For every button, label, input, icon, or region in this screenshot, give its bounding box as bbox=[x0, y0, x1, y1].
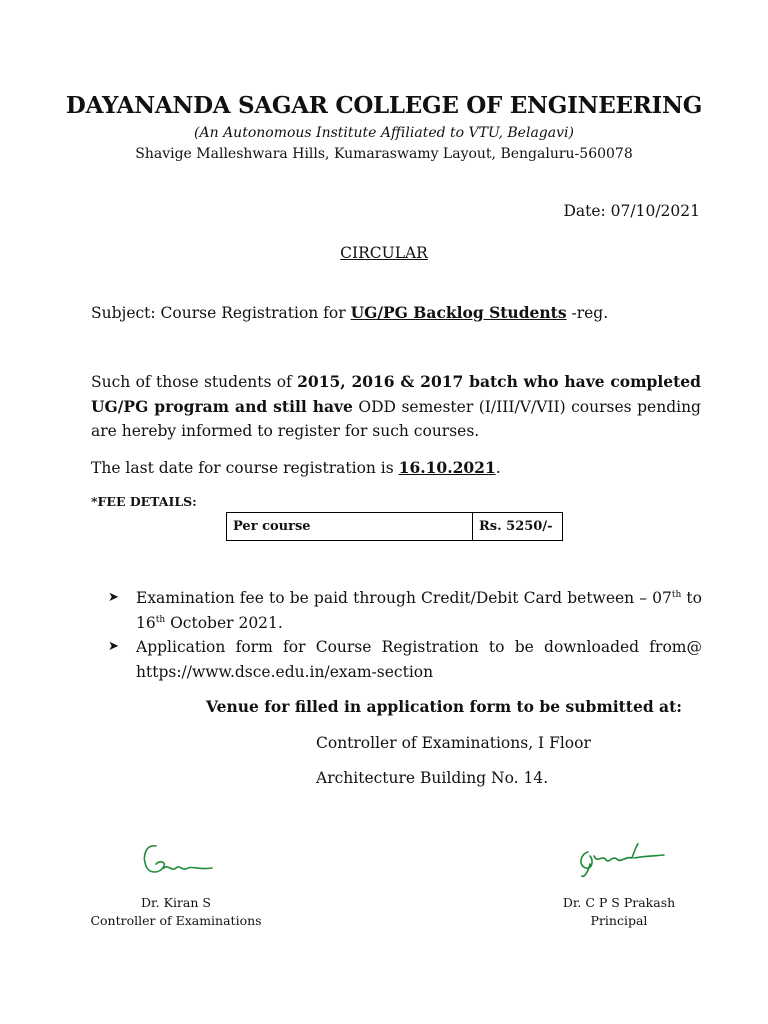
venue-line-1: Controller of Examinations, I Floor bbox=[316, 734, 591, 752]
signatory-name: Dr. Kiran S bbox=[141, 895, 211, 910]
bullet-fee-part2: to 16 bbox=[136, 589, 702, 632]
fee-amount-cell: Rs. 5250/- bbox=[473, 513, 563, 541]
fee-table bbox=[226, 512, 563, 541]
bullet-fee-sup1: th bbox=[671, 589, 682, 600]
college-address: Shavige Malleshwara Hills, Kumaraswamy Layout, Bengaluru-560078 bbox=[135, 146, 633, 162]
signature-kiran-s bbox=[136, 838, 220, 882]
last-date-value: 16.10.2021 bbox=[398, 458, 496, 477]
table-row bbox=[227, 513, 563, 541]
subject-prefix: Subject: Course Registration for bbox=[91, 304, 351, 322]
arrowhead-bullet-icon: ➤ bbox=[108, 590, 119, 605]
paragraph-bold: 2015, 2016 & 2017 batch who have completed UG/PG program and still have bbox=[91, 372, 701, 416]
last-date-line bbox=[91, 456, 701, 481]
main-paragraph bbox=[91, 370, 701, 444]
signatory-title: Controller of Examinations bbox=[90, 913, 262, 928]
signatory-name: Dr. C P S Prakash bbox=[562, 895, 676, 910]
paragraph-intro: Such of those students of bbox=[91, 373, 298, 391]
signature-cps-prakash bbox=[574, 838, 670, 882]
list-item bbox=[108, 586, 702, 635]
signatory-title: Principal bbox=[590, 913, 648, 928]
paragraph-rest: ODD semester (I/III/V/VII) courses pending are hereby informed to register for such courses. bbox=[91, 397, 701, 440]
fee-label-cell: Per course bbox=[227, 513, 473, 541]
signatory-principal bbox=[514, 894, 724, 930]
bullet-fee-part3: October 2021. bbox=[165, 613, 283, 632]
venue-heading: Venue for filled in application form to be submitted at: bbox=[206, 697, 682, 716]
fee-details-heading: *FEE DETAILS: bbox=[91, 494, 197, 509]
bullet-fee-part1: Examination fee to be paid through Credit/Debit Card between – 07 bbox=[136, 589, 672, 607]
college-name: DAYANANDA SAGAR COLLEGE OF ENGINEERING bbox=[65, 92, 703, 119]
subject-highlight: UG/PG Backlog Students bbox=[350, 303, 567, 322]
list-item bbox=[108, 635, 702, 684]
bullet-text-application: Application form for Course Registration to be downloaded from@ https://www.dsce.edu.in/exam-section bbox=[136, 638, 702, 681]
affiliation-note: (An Autonomous Institute Affiliated to VTU, Belagavi) bbox=[194, 125, 574, 141]
subject-suffix: -reg. bbox=[566, 304, 609, 322]
arrowhead-bullet-icon: ➤ bbox=[108, 639, 119, 654]
last-date-suffix: . bbox=[495, 459, 501, 477]
last-date-prefix: The last date for course registration is bbox=[91, 459, 399, 477]
circular-heading: CIRCULAR bbox=[340, 244, 428, 262]
circular-date: Date: 07/10/2021 bbox=[563, 202, 700, 220]
signatory-controller bbox=[76, 894, 276, 930]
bullet-text-fee bbox=[136, 586, 702, 635]
venue-line-2: Architecture Building No. 14. bbox=[316, 769, 549, 787]
bullet-fee-sup2: th bbox=[155, 614, 166, 625]
subject-line bbox=[91, 301, 701, 326]
